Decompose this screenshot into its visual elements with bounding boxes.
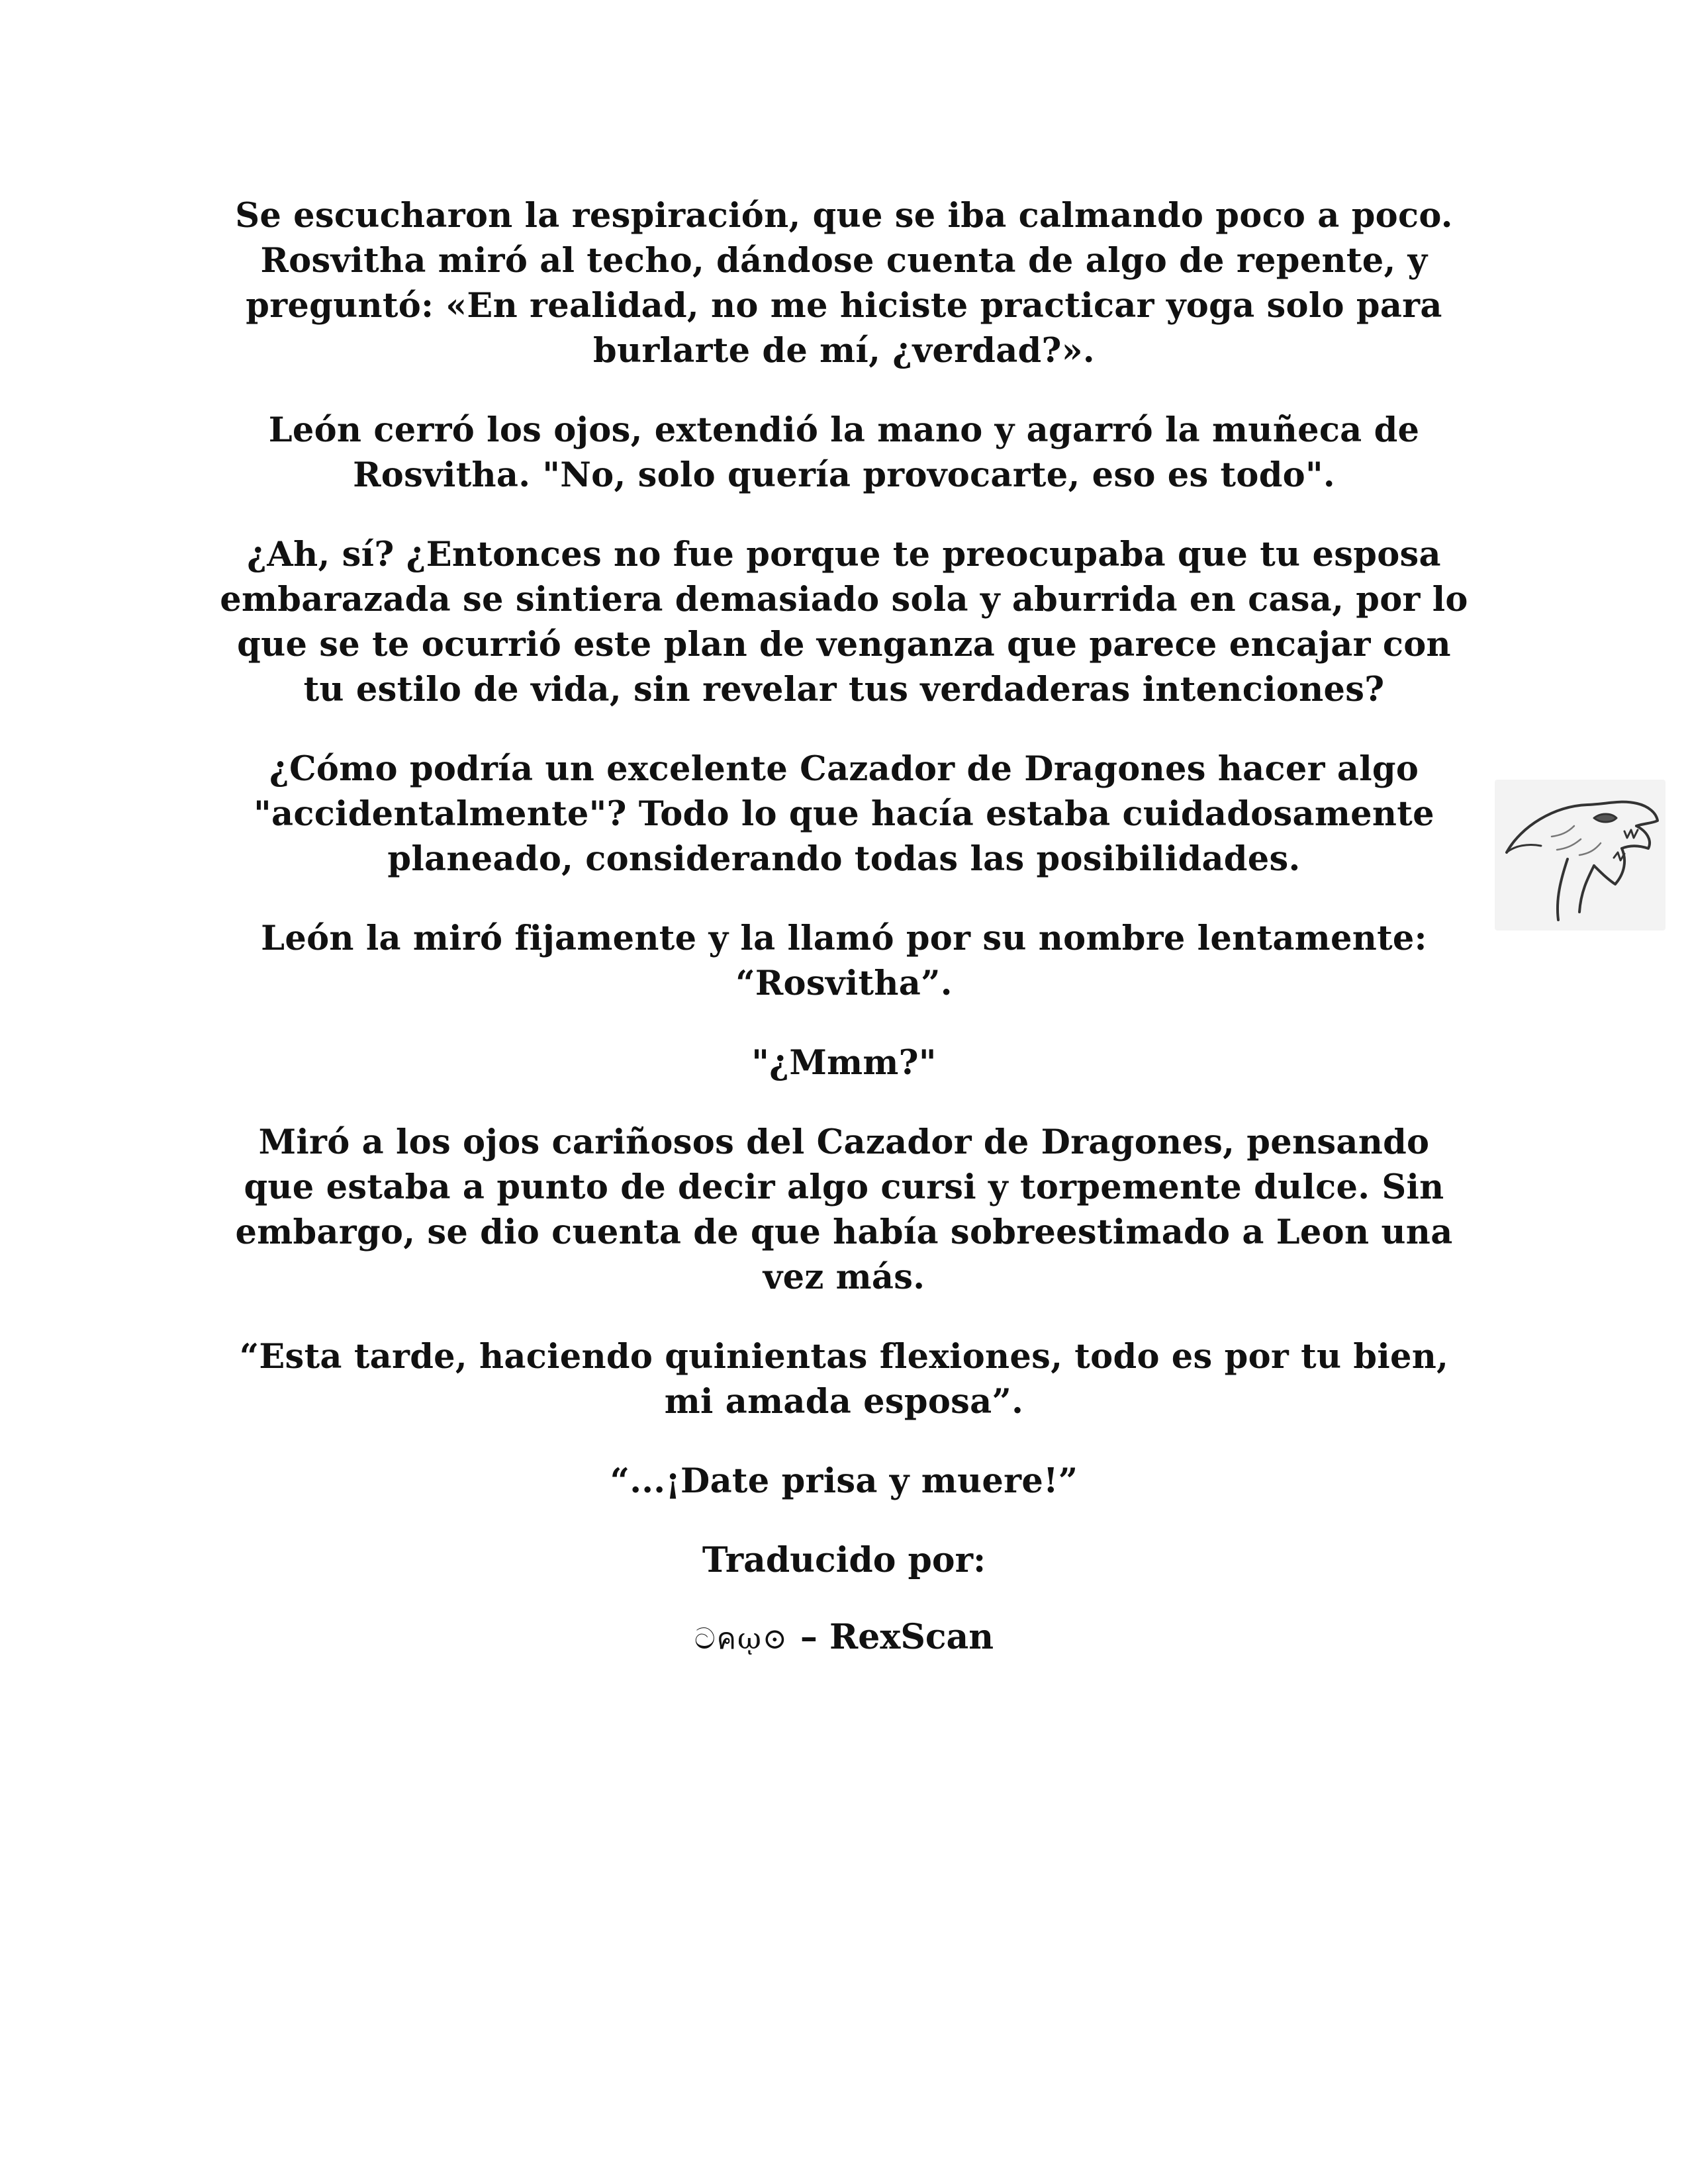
paragraph: Se escucharon la respiración, que se iba calmando poco a poco. Rosvitha miró al techo, dándose cuenta de algo de repente, y preguntó: «En realidad, no me hiciste practicar yoga solo para burlarte de mí, ¿verdad?». [235,196,1453,371]
paragraph: Miró a los ojos cariñosos del Cazador de Dragones, pensando que estaba a punto de decir algo cursi y torpemente dulce. Sin embargo, se dio cuenta de que había sobreestimado a Leon una vez más. [235,1122,1453,1297]
paragraph: "¿Mmm?" [751,1043,937,1083]
paragraph: ¿Cómo podría un excelente Cazador de Dragones hacer algo "accidentalmente"? Todo lo que hacía estaba cuidadosamente planeado, considerando todas las posibilidades. [254,749,1434,879]
credits-title: Traducido por: [702,1540,986,1580]
paragraph: ¿Ah, sí? ¿Entonces no fue porque te preocupaba que tu esposa embarazada se sintiera demasiado sola y aburrida en casa, por lo que se te ocurrió este plan de venganza que parece encajar con tu estilo de vida, sin revelar tus verdaderas intenciones? [220,535,1468,709]
paragraph: León cerró los ojos, extendió la mano y agarró la muñeca de Rosvitha. "No, solo quería provocarte, eso es todo". [268,410,1420,495]
credits-separator: – [788,1617,830,1657]
translator-name: ටคῳ⊙ [694,1622,788,1656]
dinosaur-head-icon [1495,780,1665,931]
document-body [218,193,1470,1662]
paragraph: León la miró fijamente y la llamó por su nombre lentamente: “Rosvitha”. [261,919,1427,1003]
credits-line [218,1615,1470,1662]
paragraph: “...¡Date prisa y muere!” [610,1461,1078,1501]
group-name: RexScan [829,1617,994,1657]
paragraph: “Esta tarde, haciendo quinientas flexiones, todo es por tu bien, mi amada esposa”. [239,1337,1449,1422]
